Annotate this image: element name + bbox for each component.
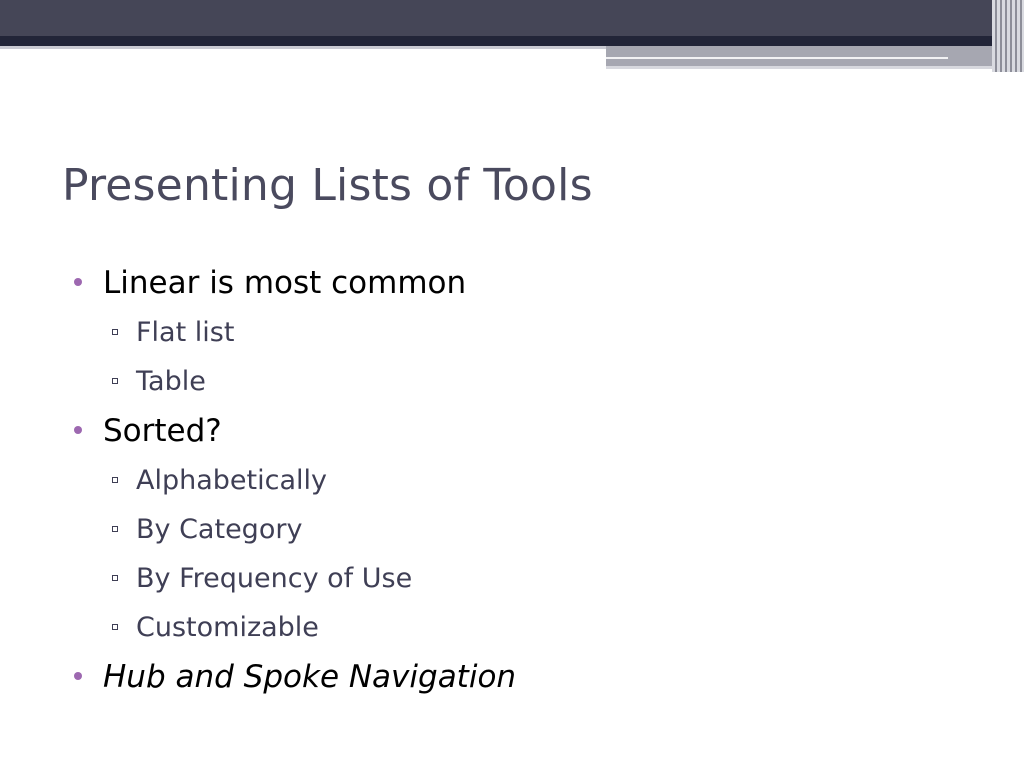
sub-bullet-item xyxy=(74,308,974,357)
bullet-text: Sorted? xyxy=(103,413,222,449)
sub-bullet-item xyxy=(74,603,974,652)
square-bullet-icon xyxy=(112,477,118,483)
circle-bullet-icon xyxy=(74,278,82,286)
sub-bullet-text: Flat list xyxy=(136,317,235,348)
header-shadow-line xyxy=(606,66,1024,69)
sub-bullet-text: By Frequency of Use xyxy=(136,563,413,594)
circle-bullet-icon xyxy=(74,426,82,434)
sub-bullet-item xyxy=(74,357,974,406)
header-bar-navy xyxy=(0,36,1024,46)
square-bullet-icon xyxy=(112,624,118,630)
sub-bullet-item xyxy=(74,456,974,505)
sub-bullet-text: Table xyxy=(136,366,206,397)
header-accent-line xyxy=(0,46,606,49)
sub-bullet-text: By Category xyxy=(136,514,303,545)
header-stripes-decoration xyxy=(992,0,1024,72)
square-bullet-icon xyxy=(112,526,118,532)
bullet-text: Linear is most common xyxy=(103,265,467,301)
sub-bullet-text: Alphabetically xyxy=(136,465,327,496)
slide-title: Presenting Lists of Tools xyxy=(62,160,593,211)
sub-bullet-item xyxy=(74,505,974,554)
bullet-text: Hub and Spoke Navigation xyxy=(103,659,517,695)
header-bar-dark xyxy=(0,0,1024,38)
bullet-item xyxy=(74,406,974,456)
header-bar-grey xyxy=(606,46,1024,66)
sub-bullet-text: Customizable xyxy=(136,612,319,643)
square-bullet-icon xyxy=(112,575,118,581)
square-bullet-icon xyxy=(112,378,118,384)
bullet-list xyxy=(74,258,974,702)
header-highlight-line xyxy=(606,57,948,59)
bullet-item xyxy=(74,652,974,702)
bullet-item xyxy=(74,258,974,308)
square-bullet-icon xyxy=(112,329,118,335)
circle-bullet-icon xyxy=(74,672,82,680)
sub-bullet-item xyxy=(74,554,974,603)
